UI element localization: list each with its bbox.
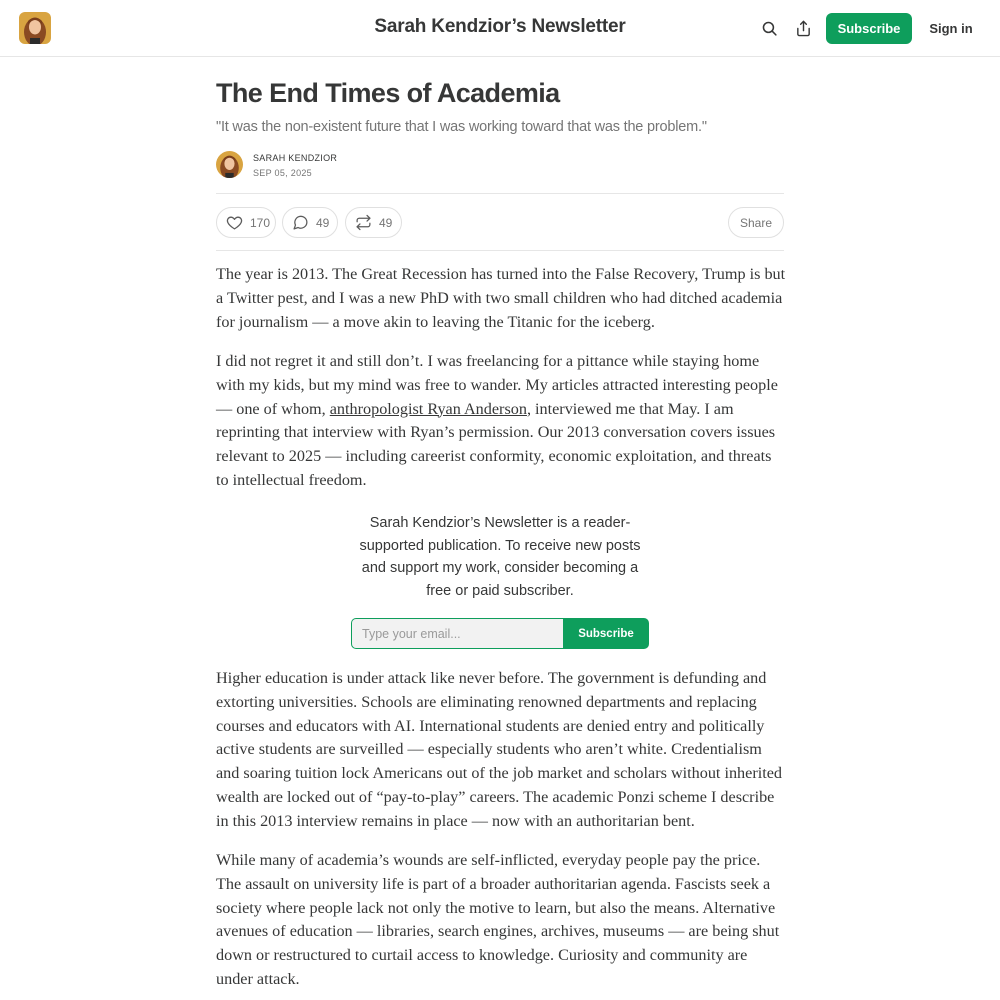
body-paragraph: The year is 2013. The Great Recession has turned into the False Recovery, Trump is but a Twitter pest, and I was a new PhD with two small children who had ditched academia for journalism — a move akin to leaving the Titanic for the iceberg. — [216, 265, 786, 331]
share-icon[interactable] — [792, 17, 814, 39]
comment-count: 49 — [316, 215, 330, 230]
search-icon[interactable] — [758, 17, 780, 39]
restack-button[interactable] — [345, 207, 402, 238]
body-paragraph — [216, 350, 786, 493]
anthropologist-link[interactable]: anthropologist Ryan Anderson — [329, 399, 527, 418]
post-title: The End Times of Academia — [216, 78, 560, 108]
subscribe-promo-text: Sarah Kendzior’s Newsletter is a reader-supported publication. To receive new posts and support my work, consider becoming a free or paid subscriber. — [359, 515, 641, 599]
paragraph-text: , interviewed me that May. I am reprinting that interview with Ryan’s permission. Our 2013 conversation covers issues relevant to 2025 — including careerist conformity, economic exploitation, and threats to intellectual freedom. — [216, 399, 776, 489]
like-button[interactable] — [216, 207, 276, 238]
divider — [216, 193, 784, 194]
body-paragraph: While many of academia’s wounds are self-inflicted, everyday people pay the price. The assault on university life is part of a broader authoritarian agenda. Fascists seek a society where people lack not only the motive to learn, but also the means. Alternative avenues of education — libraries, search engines, archives, museums — are being shut down or restructured to curtail access to knowledge. Curiosity and community are under attack. — [216, 851, 780, 988]
paragraph-text: I did not regret it and still don’t. I was freelancing for a pittance while staying home with my kids, but my mind was free to wander. My articles attracted interesting people — one of whom, — [216, 352, 778, 418]
share-label: Share — [739, 215, 773, 230]
post-subtitle: "It was the non-existent future that I was working toward that was the problem." — [216, 119, 707, 135]
sign-in-button[interactable]: Sign in — [922, 13, 980, 44]
restack-icon — [355, 214, 372, 231]
heart-icon — [226, 214, 243, 231]
restack-count: 49 — [379, 215, 393, 230]
top-navigation-bar — [0, 0, 1000, 57]
email-input[interactable] — [351, 618, 564, 649]
email-subscribe-button[interactable]: Subscribe — [563, 618, 649, 649]
author-avatar[interactable] — [216, 151, 243, 178]
body-paragraph: Higher education is under attack like never before. The government is defunding and extorting universities. Schools are eliminating renowned departments and replacing courses and educators with AI. International students are denied entry and politically active students are surveilled — especially students who aren’t white. Credentialism and soaring tuition lock Americans out of the job market and scholars without inherited wealth are locked out of “pay-to-play” careers. The academic Ponzi scheme I describe in this 2013 interview remains in place — now with an authoritarian bent. — [216, 669, 782, 830]
comment-button[interactable] — [282, 207, 338, 238]
comment-icon — [292, 214, 309, 231]
share-button[interactable] — [728, 207, 784, 238]
publication-name[interactable]: Sarah Kendzior’s Newsletter — [374, 16, 626, 37]
post-date: SEP 05, 2025 — [253, 168, 312, 178]
like-count: 170 — [250, 215, 271, 230]
subscribe-button[interactable]: Subscribe — [826, 13, 912, 44]
divider — [216, 250, 784, 251]
author-name[interactable]: SARAH KENDZIOR — [253, 153, 338, 163]
